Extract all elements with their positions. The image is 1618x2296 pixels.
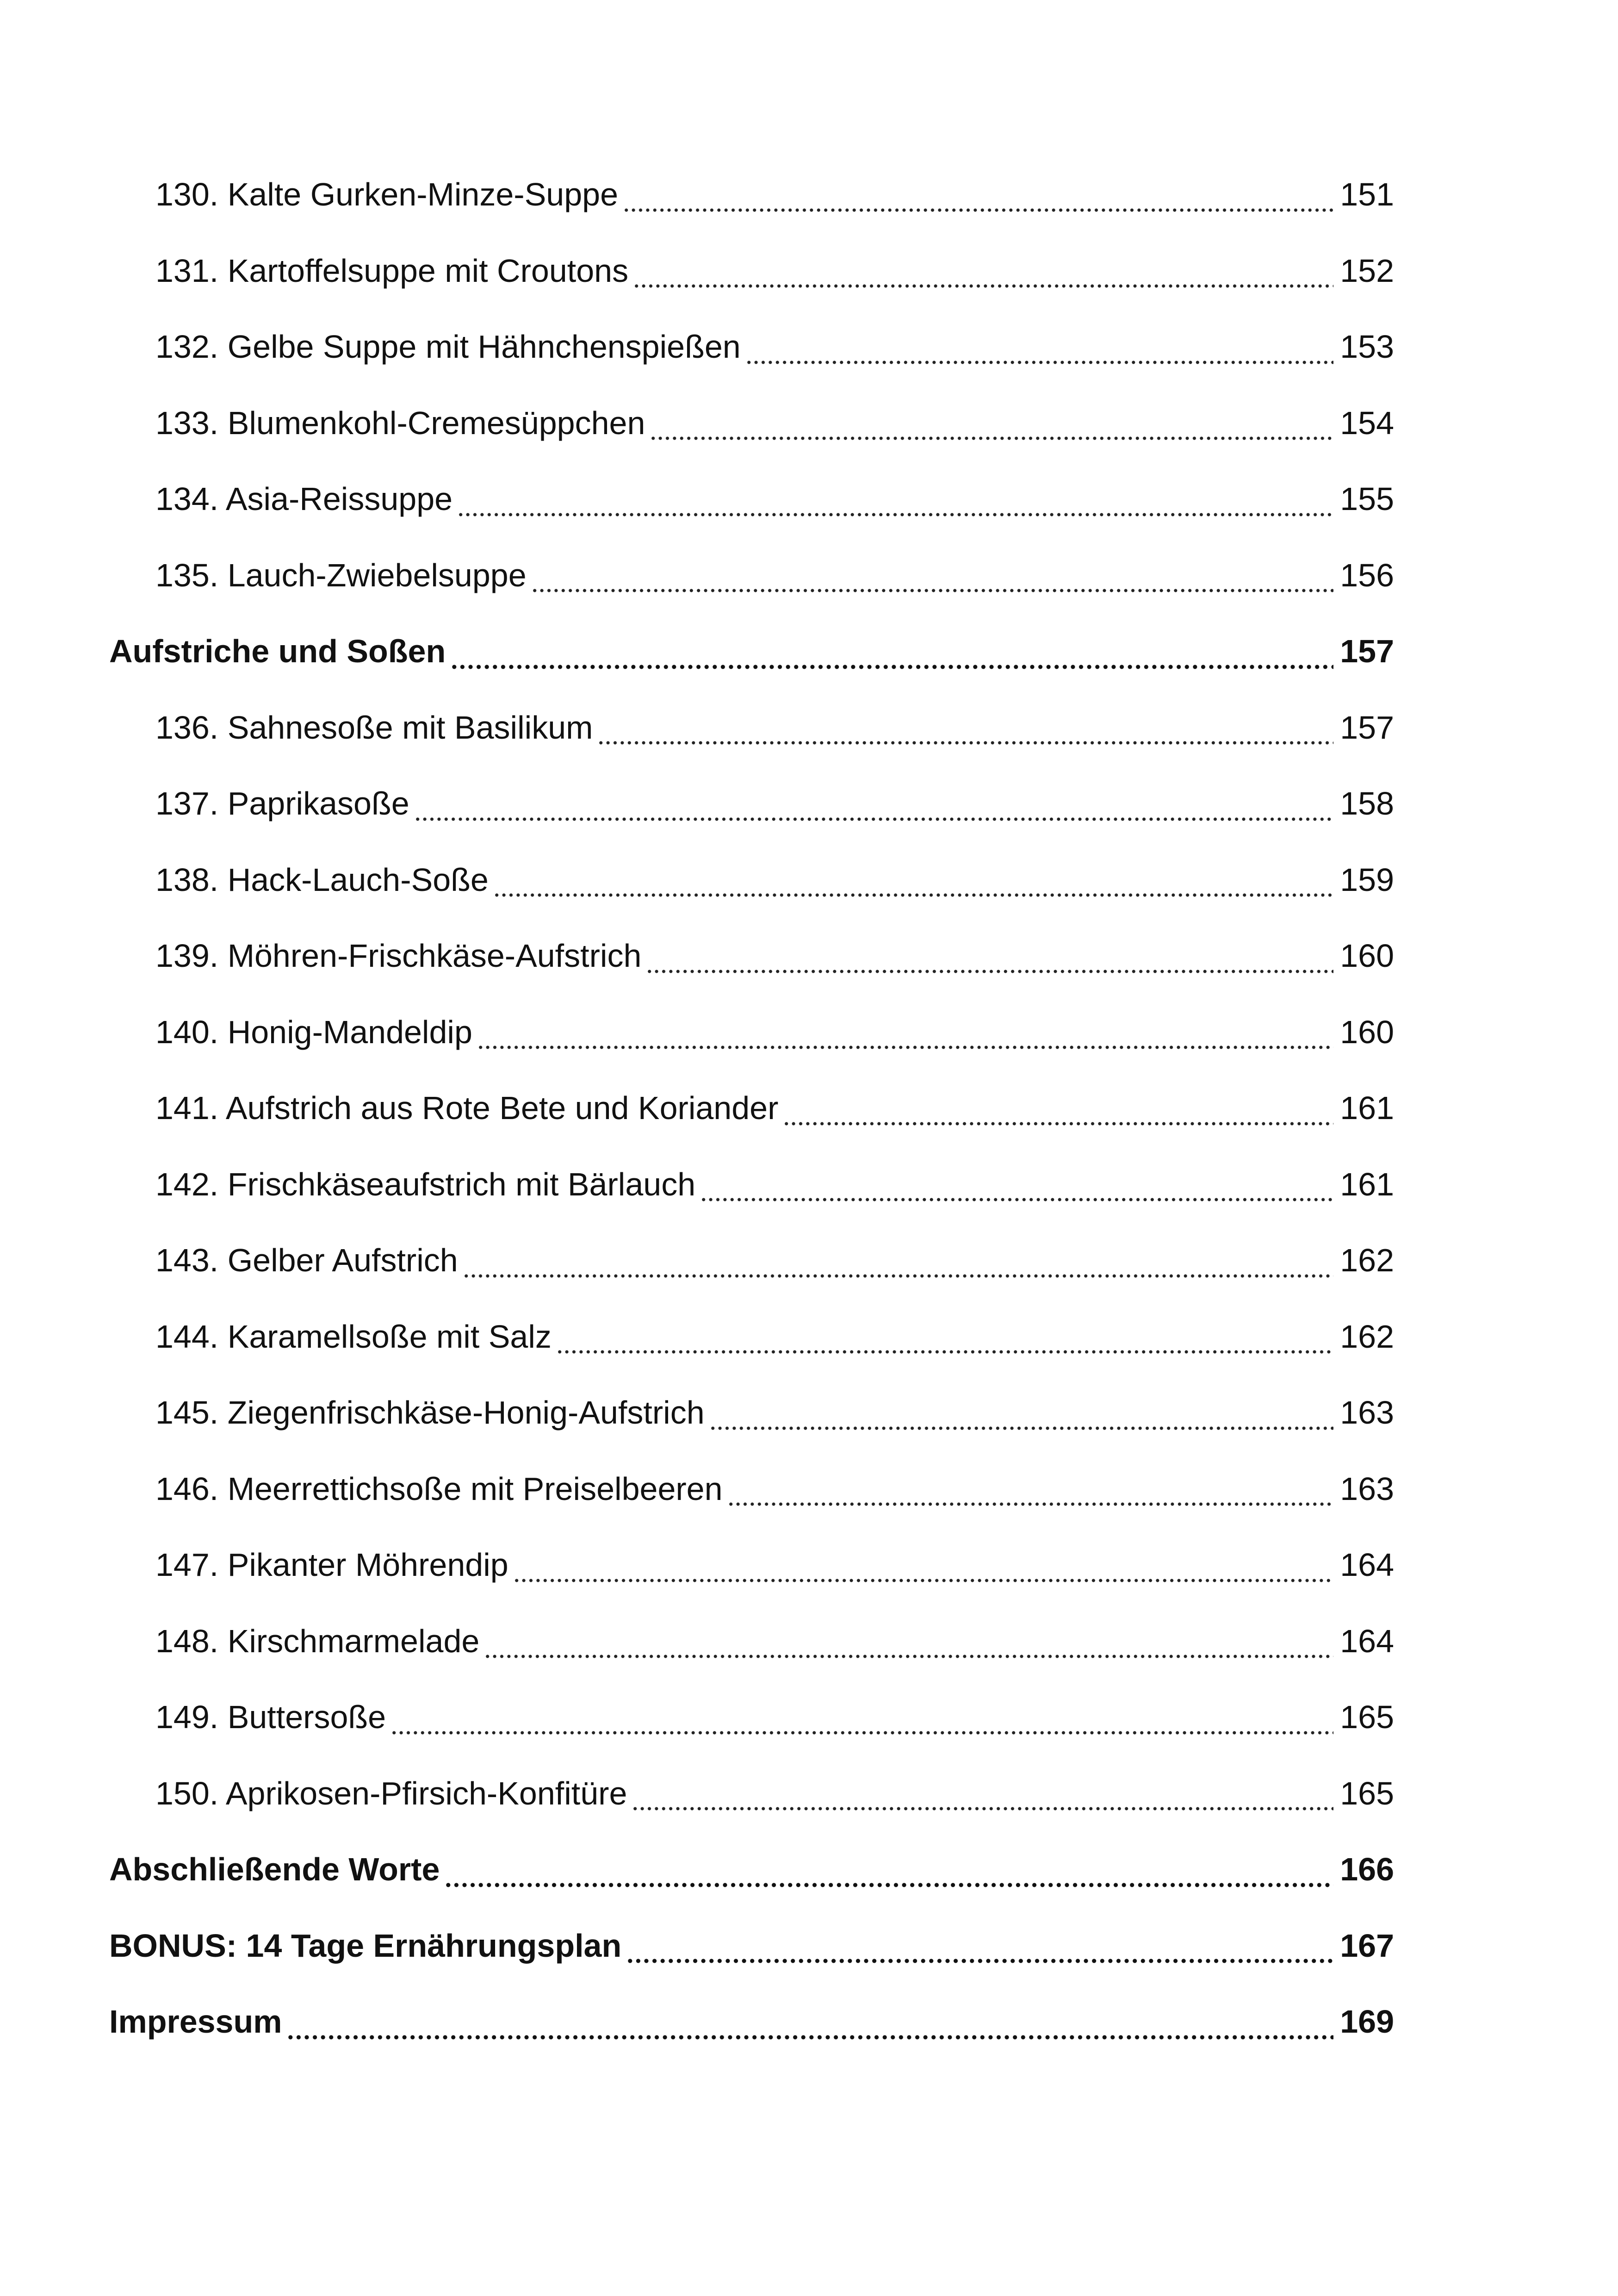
dot-leader xyxy=(391,1730,1333,1735)
toc-entry-title: 131. Kartoffelsuppe mit Croutons xyxy=(155,252,629,289)
toc-entry xyxy=(109,1527,1394,1603)
dot-leader xyxy=(700,1197,1333,1202)
toc-page-number: 164 xyxy=(1340,1623,1394,1659)
toc-entry xyxy=(109,1679,1394,1755)
toc-entry xyxy=(109,1146,1394,1223)
toc-page-number: 158 xyxy=(1340,785,1394,822)
toc-page-number: 169 xyxy=(1340,2004,1394,2040)
toc-entry-title: 130. Kalte Gurken-Minze-Suppe xyxy=(155,176,618,213)
toc-page-number: 161 xyxy=(1340,1166,1394,1202)
toc-section-entry xyxy=(109,613,1394,690)
toc-page-number: 153 xyxy=(1340,329,1394,365)
toc-page-number: 163 xyxy=(1340,1470,1394,1507)
dot-leader xyxy=(463,1274,1334,1278)
toc-page-number: 154 xyxy=(1340,404,1394,441)
toc-entry-title: 144. Karamellsoße mit Salz xyxy=(155,1318,552,1355)
dot-leader xyxy=(556,1350,1333,1354)
toc-entry-title: 135. Lauch-Zwiebelsuppe xyxy=(155,557,527,593)
dot-leader xyxy=(633,284,1333,288)
toc-entry-title: 136. Sahnesoße mit Basilikum xyxy=(155,709,593,746)
toc-entry xyxy=(109,461,1394,537)
toc-entry xyxy=(109,994,1394,1070)
dot-leader xyxy=(783,1121,1333,1126)
toc-page-number: 159 xyxy=(1340,861,1394,898)
dot-leader xyxy=(709,1426,1334,1431)
toc-entry xyxy=(109,918,1394,994)
toc-section-entry xyxy=(109,1908,1394,1984)
toc-page-number: 156 xyxy=(1340,557,1394,593)
toc-entry-title: 134. Asia-Reissuppe xyxy=(155,481,453,517)
dot-leader xyxy=(477,1045,1333,1050)
toc-section-entry xyxy=(109,1984,1394,2060)
toc-entry-title: 139. Möhren-Frischkäse-Aufstrich xyxy=(155,938,642,974)
toc-entry-title: Impressum xyxy=(109,2004,282,2040)
toc-entry xyxy=(109,309,1394,385)
toc-entry-title: 147. Pikanter Möhrendip xyxy=(155,1547,508,1583)
toc-page-number: 162 xyxy=(1340,1318,1394,1355)
toc-entry xyxy=(109,156,1394,233)
toc-entry-title: 138. Hack-Lauch-Soße xyxy=(155,861,489,898)
toc-page-number: 163 xyxy=(1340,1394,1394,1431)
toc-page-number: 165 xyxy=(1340,1775,1394,1811)
dot-leader xyxy=(727,1502,1334,1506)
toc-page-number: 160 xyxy=(1340,1014,1394,1050)
toc-entry xyxy=(109,385,1394,461)
dot-leader xyxy=(513,1578,1334,1583)
dot-leader xyxy=(623,208,1333,212)
toc-entry xyxy=(109,1755,1394,1832)
toc-entry-title: 140. Honig-Mandeldip xyxy=(155,1014,472,1050)
toc-entry xyxy=(109,765,1394,842)
toc-entry xyxy=(109,1222,1394,1299)
toc-entry xyxy=(109,537,1394,614)
toc-page-number: 157 xyxy=(1340,709,1394,746)
dot-leader xyxy=(493,893,1333,897)
toc-entry-title: 143. Gelber Aufstrich xyxy=(155,1242,458,1279)
toc-page-number: 151 xyxy=(1340,176,1394,213)
dot-leader xyxy=(414,817,1334,821)
toc-page-number: 162 xyxy=(1340,1242,1394,1279)
toc-entry-title: Aufstriche und Soßen xyxy=(109,633,446,670)
dot-leader xyxy=(286,2035,1333,2040)
toc-entry-title: 133. Blumenkohl-Cremesüppchen xyxy=(155,404,645,441)
dot-leader xyxy=(457,512,1333,517)
toc-entry-title: 142. Frischkäseaufstrich mit Bärlauch xyxy=(155,1166,696,1202)
toc-entry xyxy=(109,1451,1394,1527)
toc-page-number: 157 xyxy=(1340,633,1394,670)
dot-leader xyxy=(531,588,1334,593)
toc-page-number: 161 xyxy=(1340,1090,1394,1126)
toc-page-number: 165 xyxy=(1340,1699,1394,1736)
toc-entry-title: 148. Kirschmarmelade xyxy=(155,1623,480,1659)
toc-section-entry xyxy=(109,1831,1394,1908)
dot-leader xyxy=(597,740,1333,745)
dot-leader xyxy=(626,1959,1333,1963)
toc-entry xyxy=(109,842,1394,918)
toc-entry-title: 132. Gelbe Suppe mit Hähnchenspießen xyxy=(155,329,741,365)
toc-entry-title: BONUS: 14 Tage Ernährungsplan xyxy=(109,1927,622,1964)
dot-leader xyxy=(646,969,1333,974)
toc-entry xyxy=(109,1299,1394,1375)
toc-entry-title: 145. Ziegenfrischkäse-Honig-Aufstrich xyxy=(155,1394,705,1431)
dot-leader xyxy=(444,1883,1333,1887)
toc-page-number: 152 xyxy=(1340,252,1394,289)
toc-entry xyxy=(109,1375,1394,1451)
dot-leader xyxy=(632,1806,1333,1811)
dot-leader xyxy=(745,360,1333,365)
toc-entry-title: 149. Buttersoße xyxy=(155,1699,386,1736)
toc-page-number: 155 xyxy=(1340,481,1394,517)
toc-entry xyxy=(109,690,1394,766)
toc-entry xyxy=(109,233,1394,309)
toc-page-number: 160 xyxy=(1340,938,1394,974)
dot-leader xyxy=(484,1654,1333,1659)
table-of-contents xyxy=(109,156,1394,2060)
toc-entry-title: 141. Aufstrich aus Rote Bete und Koriander xyxy=(155,1090,779,1126)
dot-leader xyxy=(450,665,1333,669)
toc-entry xyxy=(109,1070,1394,1146)
dot-leader xyxy=(650,436,1333,441)
toc-page-number: 166 xyxy=(1340,1851,1394,1888)
toc-entry xyxy=(109,1603,1394,1680)
toc-entry-title: Abschließende Worte xyxy=(109,1851,440,1888)
toc-page-number: 167 xyxy=(1340,1927,1394,1964)
toc-entry-title: 150. Aprikosen-Pfirsich-Konfitüre xyxy=(155,1775,627,1811)
toc-entry-title: 137. Paprikasoße xyxy=(155,785,409,822)
toc-entry-title: 146. Meerrettichsoße mit Preiselbeeren xyxy=(155,1470,723,1507)
toc-page-number: 164 xyxy=(1340,1547,1394,1583)
